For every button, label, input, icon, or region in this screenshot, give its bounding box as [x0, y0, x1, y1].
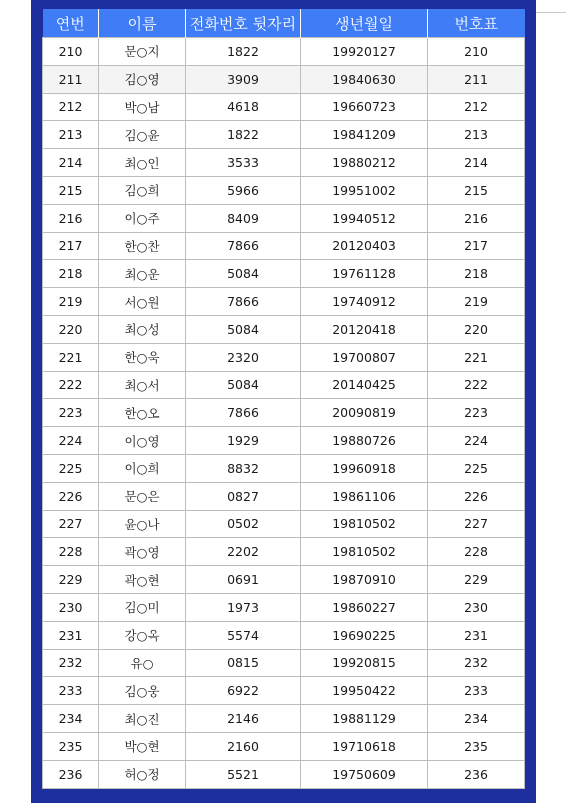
cell-birthdate: 19950422 [301, 677, 428, 705]
cell-ticket-number: 230 [428, 593, 525, 621]
cell-serial: 221 [43, 343, 99, 371]
table-row [43, 38, 525, 66]
cell-ticket-number: 211 [428, 65, 525, 93]
cell-serial: 216 [43, 204, 99, 232]
table-row [43, 538, 525, 566]
cell-ticket-number: 217 [428, 232, 525, 260]
cell-name: 문○은 [99, 482, 186, 510]
cell-phone-last-digits: 5574 [186, 621, 301, 649]
cell-name: 한○찬 [99, 232, 186, 260]
cell-phone-last-digits: 7866 [186, 399, 301, 427]
cell-ticket-number: 236 [428, 760, 525, 788]
cell-phone-last-digits: 5084 [186, 260, 301, 288]
header-row [43, 9, 525, 38]
cell-name: 문○지 [99, 38, 186, 66]
cell-phone-last-digits: 2160 [186, 732, 301, 760]
cell-birthdate: 19750609 [301, 760, 428, 788]
cell-name: 박○현 [99, 732, 186, 760]
cell-serial: 220 [43, 315, 99, 343]
cell-phone-last-digits: 5521 [186, 760, 301, 788]
cell-name: 허○정 [99, 760, 186, 788]
cell-phone-last-digits: 5966 [186, 176, 301, 204]
cell-phone-last-digits: 7866 [186, 288, 301, 316]
table-row [43, 593, 525, 621]
table-row [43, 760, 525, 788]
cell-ticket-number: 234 [428, 705, 525, 733]
cell-phone-last-digits: 4618 [186, 93, 301, 121]
cell-ticket-number: 220 [428, 315, 525, 343]
table-row [43, 93, 525, 121]
cell-name: 최○운 [99, 260, 186, 288]
cell-name: 이○주 [99, 204, 186, 232]
cell-ticket-number: 218 [428, 260, 525, 288]
table-row [43, 705, 525, 733]
cell-ticket-number: 219 [428, 288, 525, 316]
cell-ticket-number: 215 [428, 176, 525, 204]
table-row [43, 649, 525, 677]
header-birthdate: 생년월일 [301, 9, 428, 38]
cell-ticket-number: 224 [428, 427, 525, 455]
table-row [43, 288, 525, 316]
cell-serial: 218 [43, 260, 99, 288]
cell-phone-last-digits: 5084 [186, 371, 301, 399]
cell-ticket-number: 213 [428, 121, 525, 149]
cell-serial: 214 [43, 149, 99, 177]
cell-phone-last-digits: 5084 [186, 315, 301, 343]
table-row [43, 65, 525, 93]
header-serial: 연번 [43, 9, 99, 38]
cell-serial: 235 [43, 732, 99, 760]
table-row [43, 149, 525, 177]
ticket-table [42, 9, 525, 789]
cell-phone-last-digits: 3909 [186, 65, 301, 93]
table-row [43, 510, 525, 538]
cell-serial: 227 [43, 510, 99, 538]
cell-serial: 222 [43, 371, 99, 399]
table-row [43, 260, 525, 288]
cell-phone-last-digits: 0815 [186, 649, 301, 677]
header-name: 이름 [99, 9, 186, 38]
cell-name: 김○미 [99, 593, 186, 621]
cell-serial: 215 [43, 176, 99, 204]
cell-phone-last-digits: 8409 [186, 204, 301, 232]
table-row [43, 427, 525, 455]
cell-phone-last-digits: 2320 [186, 343, 301, 371]
table-row [43, 677, 525, 705]
cell-name: 최○서 [99, 371, 186, 399]
table-row [43, 176, 525, 204]
cell-name: 강○옥 [99, 621, 186, 649]
cell-birthdate: 19841209 [301, 121, 428, 149]
cell-birthdate: 19700807 [301, 343, 428, 371]
cell-name: 김○윤 [99, 121, 186, 149]
cell-serial: 219 [43, 288, 99, 316]
cell-birthdate: 19840630 [301, 65, 428, 93]
cell-serial: 232 [43, 649, 99, 677]
header-ticket-number: 번호표 [428, 9, 525, 38]
cell-name: 김○웅 [99, 677, 186, 705]
cell-ticket-number: 214 [428, 149, 525, 177]
cell-phone-last-digits: 0691 [186, 566, 301, 594]
cell-ticket-number: 231 [428, 621, 525, 649]
scrollbar-edge [536, 12, 566, 13]
table-header [43, 9, 525, 38]
cell-ticket-number: 235 [428, 732, 525, 760]
cell-birthdate: 19920127 [301, 38, 428, 66]
cell-serial: 224 [43, 427, 99, 455]
cell-birthdate: 19810502 [301, 510, 428, 538]
cell-phone-last-digits: 1822 [186, 38, 301, 66]
cell-serial: 217 [43, 232, 99, 260]
cell-ticket-number: 210 [428, 38, 525, 66]
cell-phone-last-digits: 1973 [186, 593, 301, 621]
cell-serial: 233 [43, 677, 99, 705]
table-row [43, 371, 525, 399]
cell-ticket-number: 232 [428, 649, 525, 677]
cell-phone-last-digits: 2202 [186, 538, 301, 566]
cell-serial: 236 [43, 760, 99, 788]
cell-phone-last-digits: 0827 [186, 482, 301, 510]
table-row [43, 232, 525, 260]
cell-name: 최○진 [99, 705, 186, 733]
cell-birthdate: 19660723 [301, 93, 428, 121]
cell-serial: 213 [43, 121, 99, 149]
cell-serial: 228 [43, 538, 99, 566]
cell-phone-last-digits: 6922 [186, 677, 301, 705]
cell-birthdate: 19880726 [301, 427, 428, 455]
cell-birthdate: 20140425 [301, 371, 428, 399]
table-body [43, 38, 525, 789]
cell-birthdate: 19881129 [301, 705, 428, 733]
cell-name: 서○원 [99, 288, 186, 316]
cell-serial: 226 [43, 482, 99, 510]
cell-ticket-number: 223 [428, 399, 525, 427]
cell-birthdate: 19810502 [301, 538, 428, 566]
cell-birthdate: 19710618 [301, 732, 428, 760]
cell-name: 곽○영 [99, 538, 186, 566]
cell-birthdate: 20120403 [301, 232, 428, 260]
table-row [43, 482, 525, 510]
cell-serial: 210 [43, 38, 99, 66]
cell-phone-last-digits: 8832 [186, 454, 301, 482]
cell-phone-last-digits: 2146 [186, 705, 301, 733]
cell-birthdate: 20090819 [301, 399, 428, 427]
cell-birthdate: 19870910 [301, 566, 428, 594]
cell-serial: 223 [43, 399, 99, 427]
cell-birthdate: 19880212 [301, 149, 428, 177]
table-row [43, 566, 525, 594]
cell-name: 윤○나 [99, 510, 186, 538]
cell-birthdate: 19951002 [301, 176, 428, 204]
cell-name: 유○ [99, 649, 186, 677]
cell-name: 한○욱 [99, 343, 186, 371]
cell-ticket-number: 226 [428, 482, 525, 510]
cell-serial: 225 [43, 454, 99, 482]
table-row [43, 204, 525, 232]
cell-name: 이○희 [99, 454, 186, 482]
cell-ticket-number: 222 [428, 371, 525, 399]
cell-birthdate: 19860227 [301, 593, 428, 621]
cell-serial: 231 [43, 621, 99, 649]
cell-ticket-number: 212 [428, 93, 525, 121]
cell-name: 최○성 [99, 315, 186, 343]
cell-name: 곽○현 [99, 566, 186, 594]
cell-birthdate: 19861106 [301, 482, 428, 510]
table-row [43, 343, 525, 371]
cell-birthdate: 19940512 [301, 204, 428, 232]
cell-birthdate: 19690225 [301, 621, 428, 649]
cell-ticket-number: 229 [428, 566, 525, 594]
header-phone-last-digits: 전화번호 뒷자리 [186, 9, 301, 38]
table-row [43, 454, 525, 482]
cell-name: 최○인 [99, 149, 186, 177]
cell-phone-last-digits: 0502 [186, 510, 301, 538]
cell-serial: 234 [43, 705, 99, 733]
cell-name: 김○희 [99, 176, 186, 204]
cell-ticket-number: 221 [428, 343, 525, 371]
cell-ticket-number: 225 [428, 454, 525, 482]
cell-ticket-number: 233 [428, 677, 525, 705]
cell-name: 박○남 [99, 93, 186, 121]
cell-phone-last-digits: 3533 [186, 149, 301, 177]
cell-ticket-number: 227 [428, 510, 525, 538]
table-row [43, 121, 525, 149]
cell-name: 한○오 [99, 399, 186, 427]
table-row [43, 732, 525, 760]
cell-ticket-number: 228 [428, 538, 525, 566]
cell-birthdate: 20120418 [301, 315, 428, 343]
cell-birthdate: 19740912 [301, 288, 428, 316]
cell-phone-last-digits: 7866 [186, 232, 301, 260]
cell-name: 이○영 [99, 427, 186, 455]
cell-serial: 212 [43, 93, 99, 121]
cell-birthdate: 19920815 [301, 649, 428, 677]
cell-name: 김○영 [99, 65, 186, 93]
cell-phone-last-digits: 1822 [186, 121, 301, 149]
table-row [43, 621, 525, 649]
cell-serial: 229 [43, 566, 99, 594]
cell-birthdate: 19960918 [301, 454, 428, 482]
cell-serial: 211 [43, 65, 99, 93]
table-row [43, 315, 525, 343]
cell-ticket-number: 216 [428, 204, 525, 232]
cell-serial: 230 [43, 593, 99, 621]
cell-birthdate: 19761128 [301, 260, 428, 288]
table-row [43, 399, 525, 427]
cell-phone-last-digits: 1929 [186, 427, 301, 455]
